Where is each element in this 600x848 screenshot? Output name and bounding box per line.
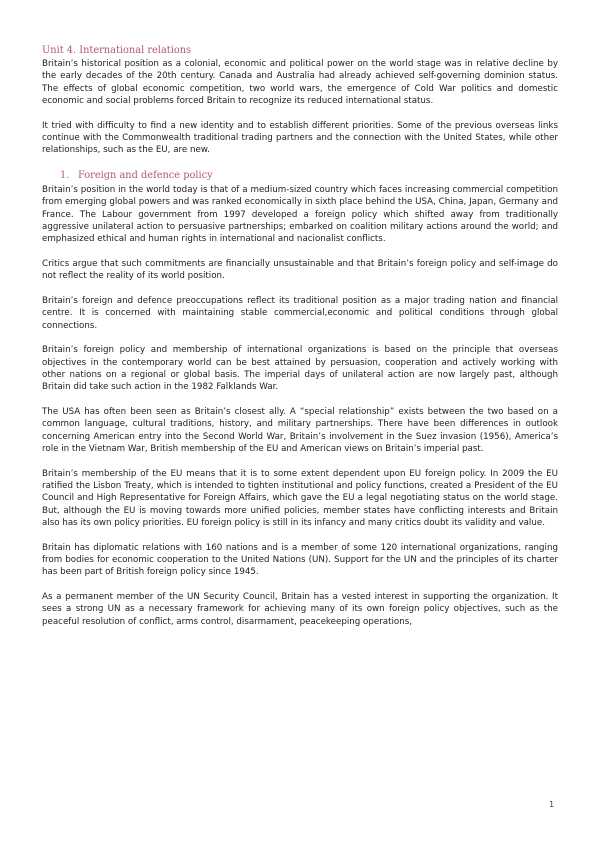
section-paragraph-5: The USA has often been seen as Britain’s closest ally. A “special relationship” exists between the two based on a common language, cultural traditions, history, and military partnerships. There have been differences in outlook concerning American entry into the Second World War, Britain’s involvement in the Suez invasion (1956), America’s role in the Vietnam War, British membership of the EU and American views on Britain’s imperial past. [42,407,558,455]
intro-paragraph-1: Britain’s historical position as a colonial, economic and political power on the world stage was in relative decline by the early decades of the 20th century. Canada and Australia had already achieved self-governing dominion status. The effects of global economic competition, two world wars, the emergence of Cold War politics and domestic economic and social problems forced Britain to recognize its reduced international status. [42,59,558,107]
page-number: 1 [549,800,554,809]
section-paragraph-4: Britain’s foreign policy and membership of international organizations is based on the principle that overseas objectives in the contemporary world can be best attained by persuasion, cooperation and actively working with other nations on a regional or global basis. The imperial days of unilateral action are now largely past, although Britain did take such action in the 1982 Falklands War. [42,345,558,393]
section-paragraph-8: As a permanent member of the UN Security Council, Britain has a vested interest in supporting the organization. It sees a strong UN as a necessary framework for achieving many of its own foreign policy objectives, such as the peaceful resolution of conflict, arms control, disarmament, peacekeeping operations, [42,592,558,627]
intro-paragraph-2: It tried with difficulty to find a new identity and to establish different priorities. Some of the previous overseas links continue with the Commonwealth traditional trading partners and the connection with the United States, while other relationships, such as the EU, are new. [42,120,558,156]
section-paragraph-6: Britain’s membership of the EU means that it is to some extent dependent upon EU foreign policy. In 2009 the EU ratified the Lisbon Treaty, which is intended to tighten institutional and policy functions, created a President of the EU Council and High Representative for Foreign Affairs, which gave the EU a legal negotiating status on the world stage. But, although the EU is moving towards more unified policies, member states have conflicting interests and Britain also has its own policy priorities. EU foreign policy is still in its infancy and many critics doubt its validity and value. [42,468,558,529]
section-heading [42,169,558,182]
section-paragraph-7: Britain has diplomatic relations with 160 nations and is a member of some 120 international organizations, ranging from bodies for economic cooperation to the United Nations (UN). Support for the UN and the principles of its charter has been part of British foreign policy since 1945. [42,542,558,578]
section-paragraph-3: Britain’s foreign and defence preoccupations reflect its traditional position as a major trading nation and financial centre. It is concerned with maintaining stable commercial,economic and political conditions through global connections. [42,296,558,331]
page-content [42,44,558,628]
section-paragraph-1: Britain’s position in the world today is that of a medium-sized country which faces increasing commercial competition from emerging global powers and was ranked economically in sixth place behind the USA, China, Japan, Germany and France. The Labour government from 1997 developed a foreign policy which shifted away from traditionally aggressive unilateral action to persuasive partnerships; embarked on coalition military actions around the world; and emphasized ethical and human rights in international and nacionalist conflicts. [42,185,558,245]
section-title: Foreign and defence policy [78,170,213,181]
section-paragraph-2: Critics argue that such commitments are financially unsustainable and that Britain’s foreign policy and self-image do not reflect the reality of its world position. [42,259,558,282]
unit-title: Unit 4. International relations [42,45,192,56]
section-number: 1. [60,170,70,181]
